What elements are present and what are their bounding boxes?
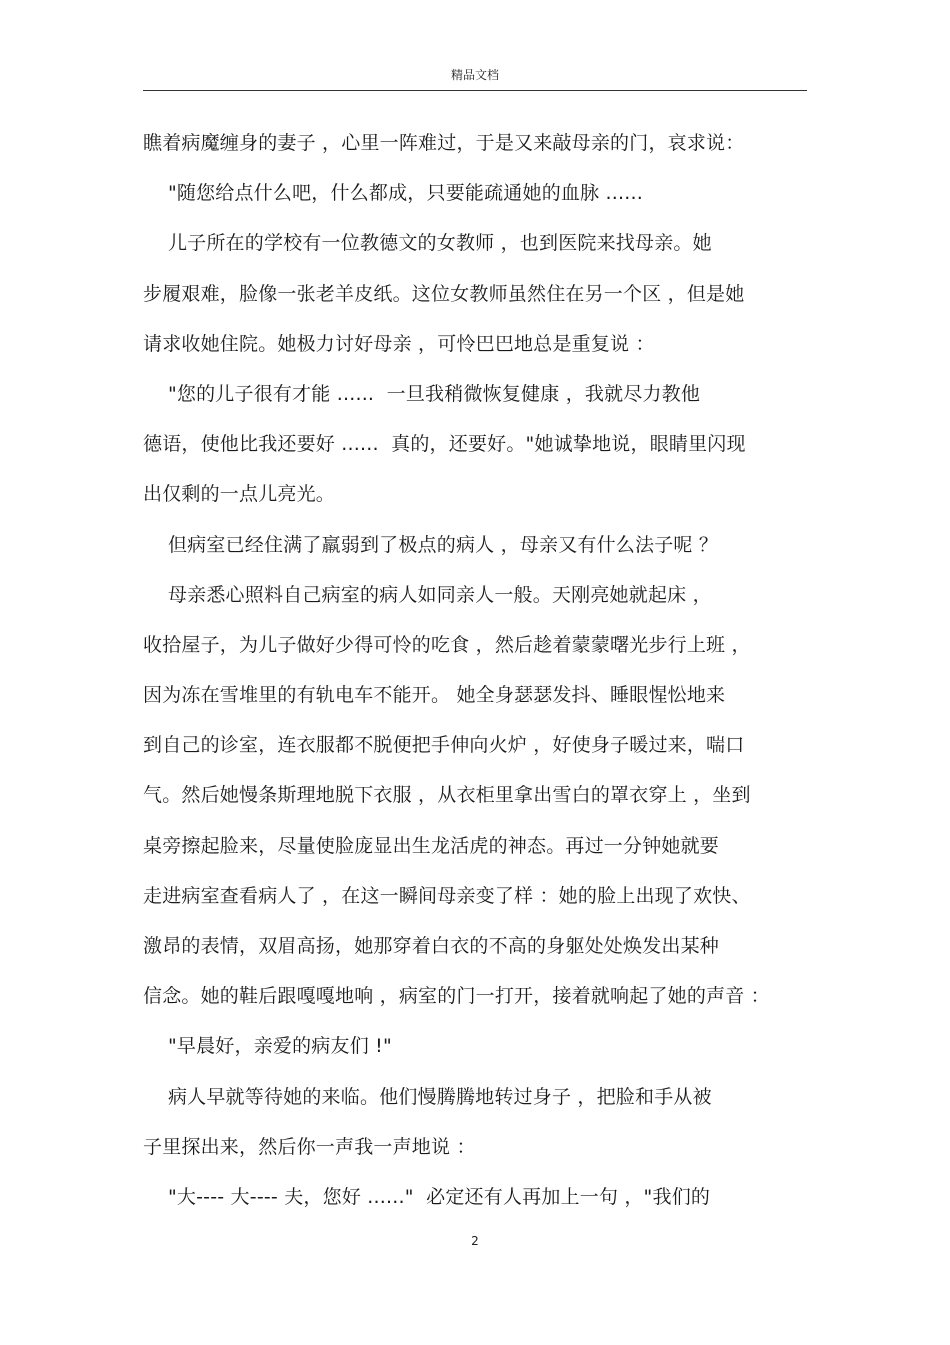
text-line: 儿子所在的学校有一位教德文的女教师 ，也到医院来找母亲。她	[143, 232, 712, 255]
header-divider	[143, 90, 807, 91]
text-line: 病人早就等待她的来临。他们慢腾腾地转过身子 ，把脸和手从被	[143, 1085, 712, 1108]
text-line: 气。然后她慢条斯理地脱下衣服 ，从衣柜里拿出雪白的罩衣穿上 ，坐到	[143, 784, 751, 807]
text-line: 收拾屋子，为儿子做好少得可怜的吃食 ，然后趁着蒙蒙曙光步行上班 ，	[143, 633, 751, 656]
text-line: "早晨好，亲爱的病友们 !"	[143, 1035, 392, 1058]
body-text	[143, 118, 815, 1222]
text-line: 步履艰难，脸像一张老羊皮纸。这位女教师虽然住在另一个区 ，但是她	[143, 282, 745, 305]
text-line: 桌旁擦起脸来，尽量使脸庞显出生龙活虎的神态。再过一分钟她就要	[143, 834, 720, 857]
text-line: "大---- 大---- 夫，您好 ......" 必定还有人再加上一句 ，"我们的	[143, 1185, 711, 1208]
page-number: 2	[471, 1234, 479, 1248]
text-line: 激昂的表情，双眉高扬，她那穿着白衣的不高的身躯处处焕发出某种	[143, 935, 720, 957]
text-line: 子里探出来，然后你一声我一声地说 ：	[143, 1135, 476, 1158]
text-line: 母亲悉心照料自己病室的病人如同亲人一般。天刚亮她就起床 ，	[143, 583, 712, 606]
text-line: 瞧着病魔缠身的妻子 ，心里一阵难过，于是又来敲母亲的门，哀求说：	[143, 132, 745, 154]
text-line: 但病室已经住满了羸弱到了极点的病人 ，母亲又有什么法子呢 ？	[143, 533, 719, 556]
text-line: 出仅剩的一点儿亮光。	[143, 483, 336, 506]
text-line: 德语，使他比我还要好 ...... 真的，还要好。"她诚挚地说，眼睛里闪现	[143, 433, 746, 456]
text-line: 因为冻在雪堆里的有轨电车不能开。 她全身瑟瑟发抖、睡眼惺忪地来	[143, 684, 726, 707]
text-line: 走进病室查看病人了 ，在这一瞬间母亲变了样 ：她的脸上出现了欢快、	[143, 884, 751, 907]
text-line: "随您给点什么吧，什么都成，只要能疏通她的血脉 ......	[143, 182, 643, 205]
text-line: "您的儿子很有才能 ...... 一旦我稍微恢复健康 ，我就尽力教他	[143, 382, 701, 405]
text-line: 信念。她的鞋后跟嘎嘎地响 ，病室的门一打开，接着就响起了她的声音 ：	[143, 985, 770, 1008]
page-header: 精品文档	[450, 68, 499, 82]
text-line: 到自己的诊室，连衣服都不脱便把手伸向火炉 ，好使身子暖过来，喘口	[143, 734, 745, 757]
text-line: 请求收她住院。她极力讨好母亲 ，可怜巴巴地总是重复说 ：	[143, 332, 655, 355]
